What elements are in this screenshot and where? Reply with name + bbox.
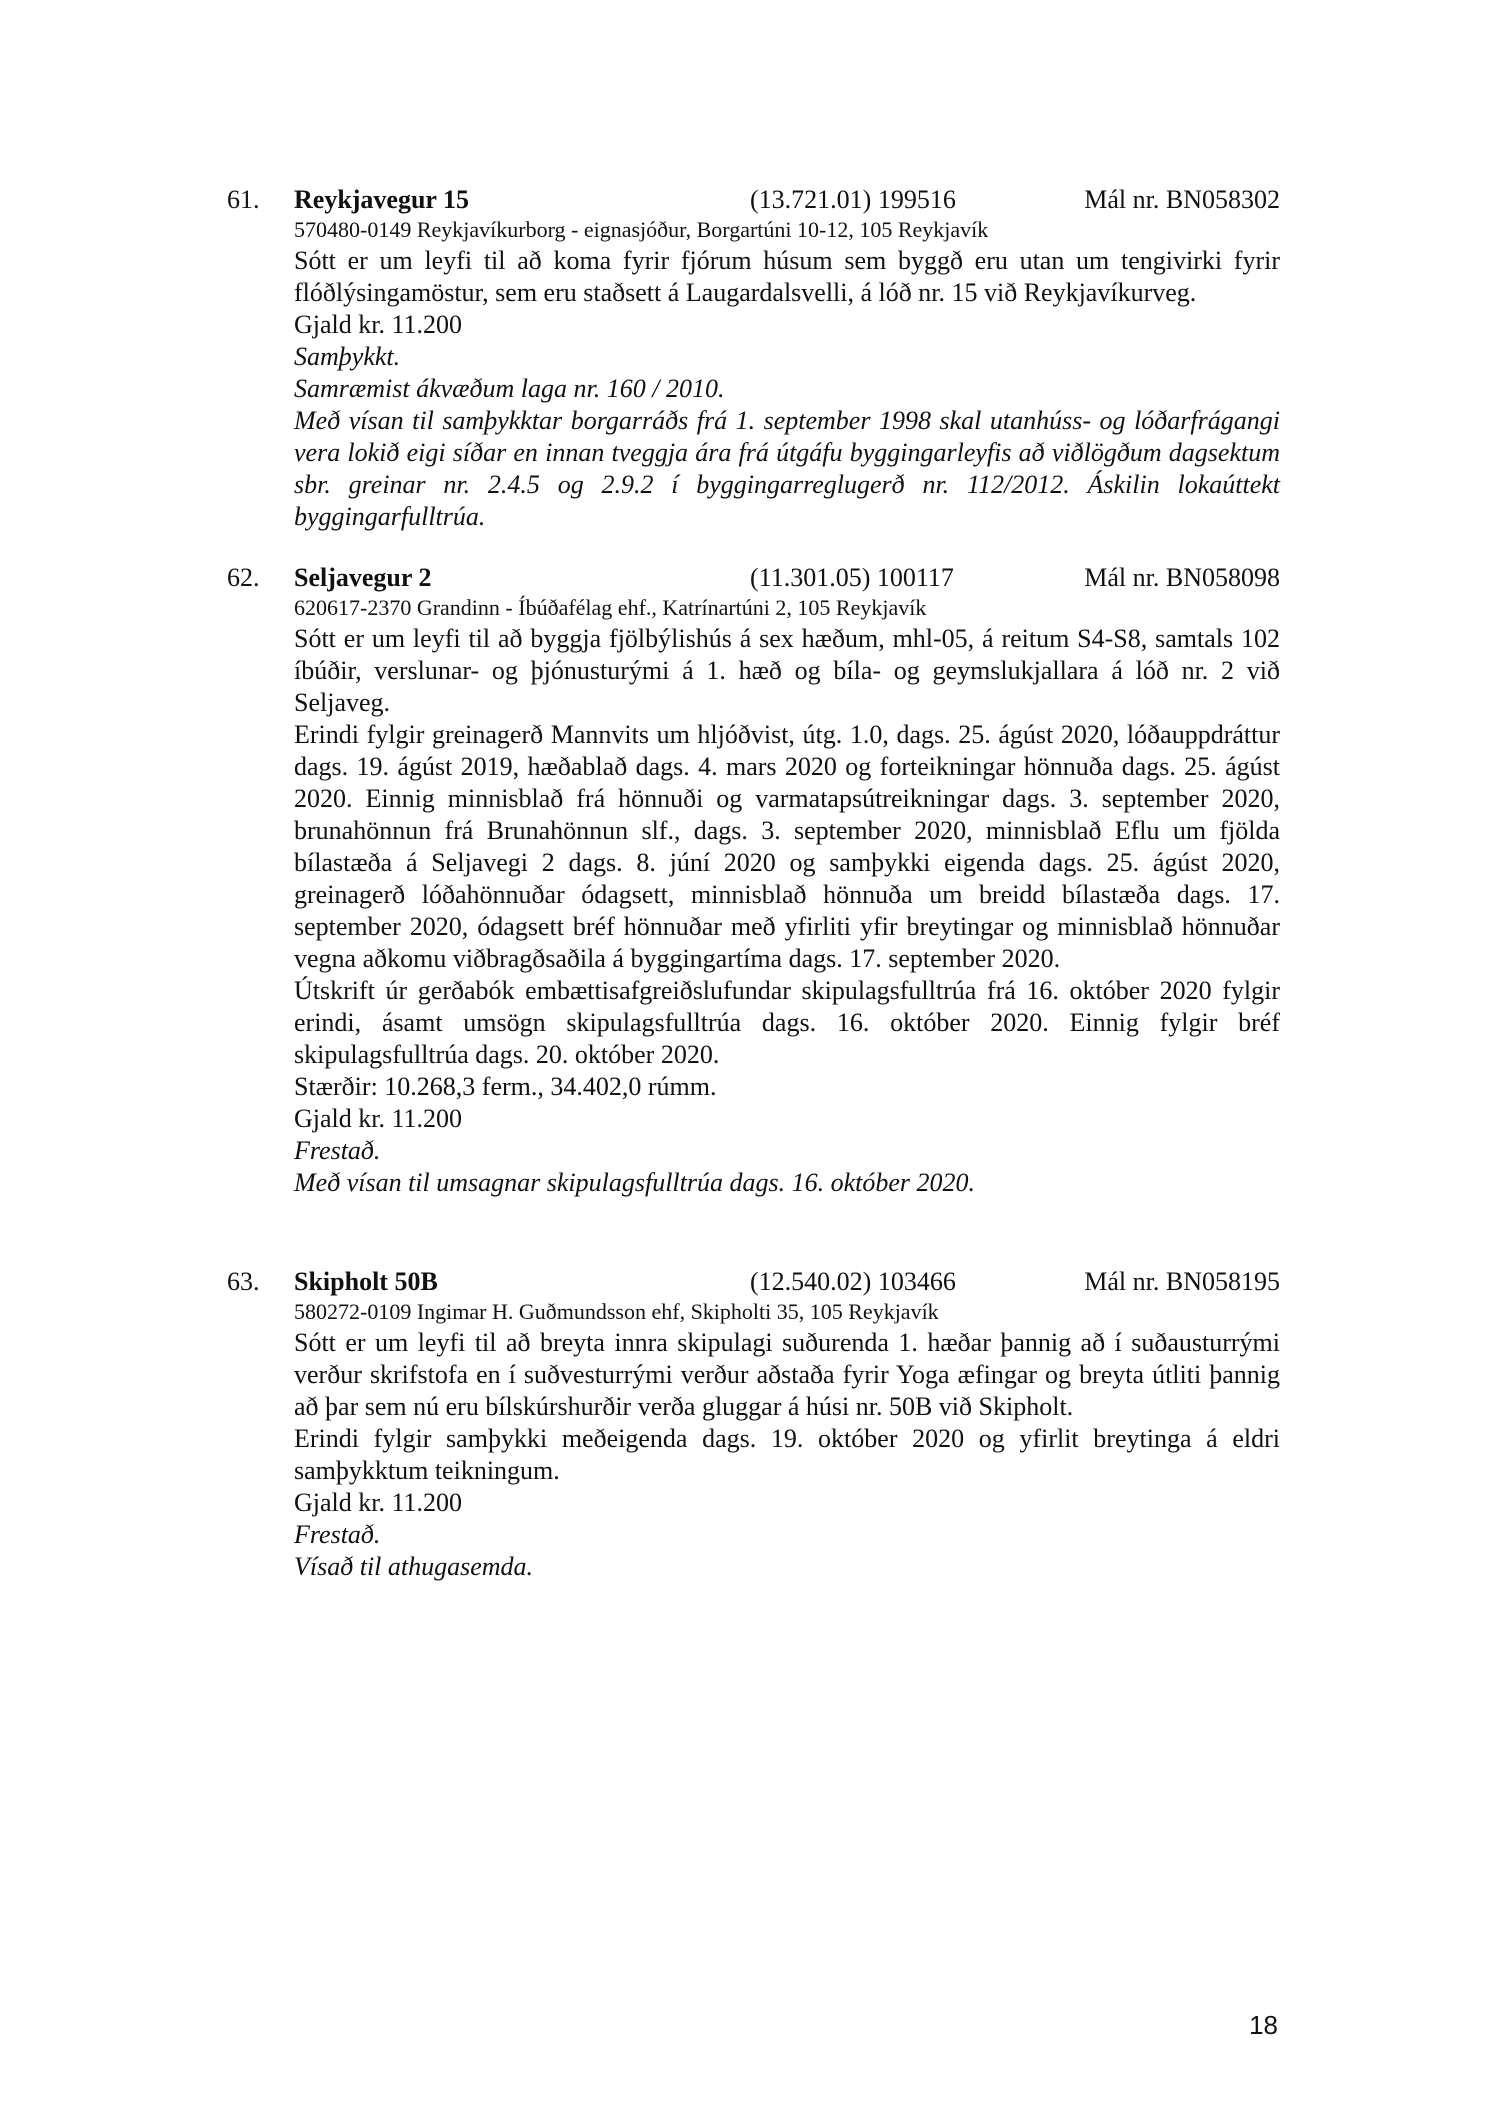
agenda-item (227, 1265, 1280, 1583)
item-case-number: Mál nr. BN058195 (1084, 1267, 1280, 1296)
item-decision: Frestað. (294, 1520, 381, 1549)
item-header (227, 561, 1280, 595)
item-fee: Gjald kr. 11.200 (294, 1488, 463, 1517)
item-paragraph: Erindi fylgir samþykki meðeigenda dags. 19. október 2020 og yfirlit breytinga á eldri samþykktum teikningum. (294, 1424, 1280, 1485)
item-paragraph: Sótt er um leyfi til að breyta innra skipulagi suðurenda 1. hæðar þannig að í suðausturrými verður skrifstofa en í suðvesturrými verður aðstaða fyrir Yoga æfingar og breyta útliti þannig að þar sem nú eru bílskúrshurðir verða gluggar á húsi nr. 50B við Skipholt. (294, 1328, 1280, 1421)
agenda-item (227, 183, 1280, 533)
item-paragraph: Sótt er um leyfi til að byggja fjölbýlishús á sex hæðum, mhl-05, á reitum S4-S8, samtals 102 íbúðir, verslunar- og þjónusturými á 1. hæð og bíla- og geymslukjallara á lóð nr. 2 við Seljaveg. (294, 624, 1280, 717)
item-decision: Frestað. (294, 1136, 381, 1165)
item-applicant: 570480-0149 Reykjavíkurborg - eignasjóður, Borgartúni 10-12, 105 Reykjavík (294, 217, 989, 242)
item-number: 62. (227, 563, 260, 592)
item-sizes: Stærðir: 10.268,3 ferm., 34.402,0 rúmm. (294, 1072, 717, 1101)
item-body (294, 595, 1280, 1199)
agenda-item (227, 561, 1280, 1199)
item-applicant: 620617-2370 Grandinn - Íbúðafélag ehf., Katrínartúni 2, 105 Reykjavík (294, 595, 927, 620)
item-reference: (12.540.02) 103466 (750, 1267, 956, 1296)
item-number: 63. (227, 1267, 260, 1296)
item-reference: (11.301.05) 100117 (750, 563, 954, 592)
item-case-number: Mál nr. BN058302 (1084, 185, 1280, 214)
item-number: 61. (227, 185, 260, 214)
item-paragraph: Erindi fylgir greinagerð Mannvits um hljóðvist, útg. 1.0, dags. 25. ágúst 2020, lóðauppdráttur dags. 19. ágúst 2019, hæðablað dags. 4. mars 2020 og forteikningar hönnuða dags. 25. ágúst 2020. Einnig minnisblað frá hönnuði og varmatapsútreikningar dags. 3. september 2020, brunahönnun frá Brunahönnun slf., dags. 3. september 2020, minnisblað Eflu um fjölda bílastæða á Seljavegi 2 dags. 8. júní 2020 og samþykki eigenda dags. 25. ágúst 2020, greinagerð lóðahönnuðar ódagsett, minnisblað hönnuða um breidd bílastæða dags. 17. september 2020, ódagsett bréf hönnuðar með yfirliti yfir breytingar og minnisblað hönnuðar vegna aðkomu viðbragðsaðila á byggingartíma dags. 17. september 2020. (294, 720, 1280, 973)
item-address: Skipholt 50B (294, 1267, 438, 1296)
item-fee: Gjald kr. 11.200 (294, 1104, 463, 1133)
page-number: 18 (1249, 2010, 1278, 2040)
item-header (227, 183, 1280, 217)
item-paragraph: Sótt er um leyfi til að koma fyrir fjórum húsum sem byggð eru utan um tengivirki fyrir flóðlýsingamöstur, sem eru staðsett á Laugardalsvelli, á lóð nr. 15 við Reykjavíkurveg. (294, 246, 1280, 307)
item-note: Með vísan til umsagnar skipulagsfulltrúa dags. 16. október 2020. (294, 1168, 976, 1197)
item-applicant: 580272-0109 Ingimar H. Guðmundsson ehf, Skipholti 35, 105 Reykjavík (294, 1299, 939, 1324)
item-body (294, 217, 1280, 533)
item-note: Vísað til athugasemda. (294, 1552, 534, 1581)
item-note: Með vísan til samþykktar borgarráðs frá 1. september 1998 skal utanhúss- og lóðarfrágangi vera lokið eigi síðar en innan tveggja ára frá útgáfu byggingarleyfis að viðlögðum dagsektum sbr. greinar nr. 2.4.5 og 2.9.2 í byggingarreglugerð nr. 112/2012. Áskilin lokaúttekt byggingarfulltrúa. (294, 406, 1280, 531)
item-fee: Gjald kr. 11.200 (294, 310, 463, 339)
item-decision: Samþykkt. (294, 342, 401, 371)
item-paragraph: Útskrift úr gerðabók embættisafgreiðslufundar skipulagsfulltrúa frá 16. október 2020 fylgir erindi, ásamt umsögn skipulagsfulltrúa dags. 16. október 2020. Einnig fylgir bréf skipulagsfulltrúa dags. 20. október 2020. (294, 976, 1280, 1069)
item-header (227, 1265, 1280, 1299)
item-address: Reykjavegur 15 (294, 185, 470, 214)
item-body (294, 1299, 1280, 1583)
item-address: Seljavegur 2 (294, 563, 432, 592)
item-reference: (13.721.01) 199516 (750, 185, 956, 214)
item-case-number: Mál nr. BN058098 (1084, 563, 1280, 592)
item-note: Samræmist ákvæðum laga nr. 160 / 2010. (294, 374, 725, 403)
